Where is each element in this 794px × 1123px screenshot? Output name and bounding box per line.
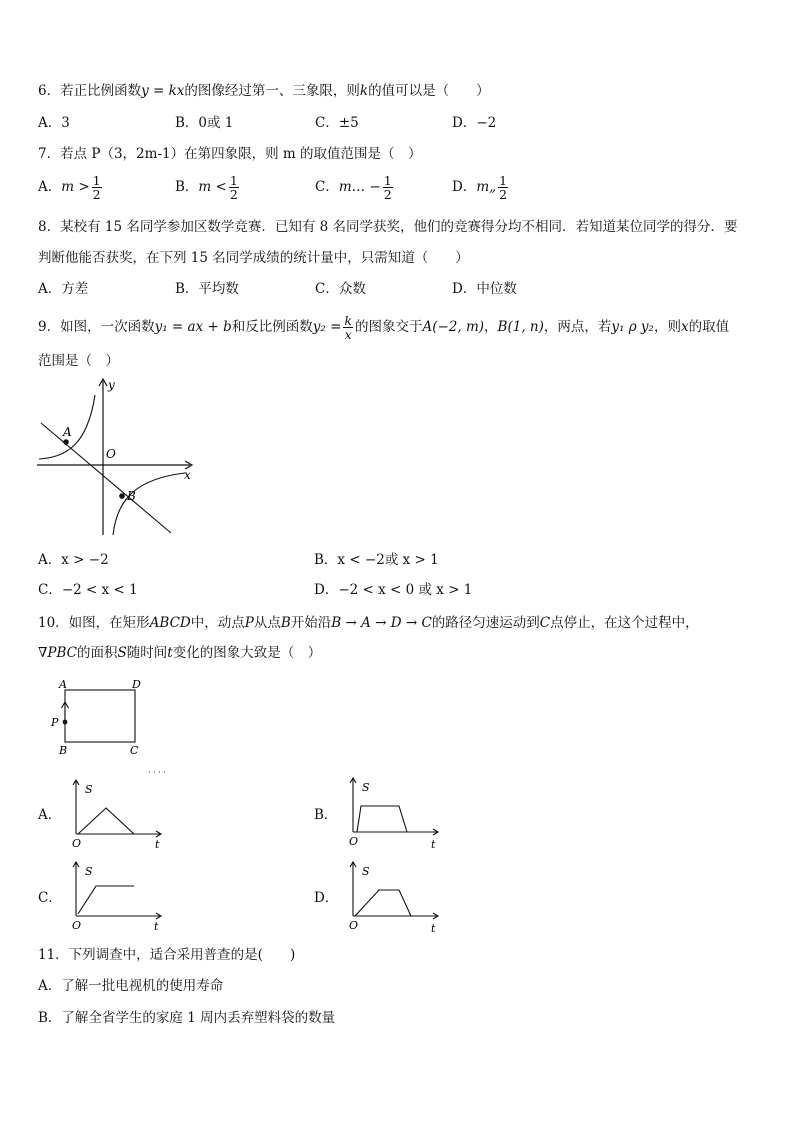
- q8-stem-line1: 8．某校有 15 名同学参加区数学竞赛．已知有 8 名同学获奖，他们的竞赛得分均不相同．若知道某位同学的得分．要: [38, 219, 738, 235]
- q10-path: B → A → D → C: [331, 615, 432, 631]
- q10-option-a-label: A．: [38, 807, 62, 823]
- q6-text-post: 的值可以是（ ）: [368, 83, 490, 99]
- q7-option-a: A．m > $\frac{1}{2}$: [38, 173, 101, 202]
- q9-option-b: B．x < −2或 x > 1: [314, 552, 439, 568]
- q8-stem-line2: 判断他能否获奖，在下列 15 名同学成绩的统计量中，只需知道（ ）: [38, 250, 469, 266]
- svg-text:t: t: [431, 838, 436, 851]
- q7-option-b: B．m < $\frac{1}{2}$: [175, 173, 238, 202]
- q11-option-a: A．了解一批电视机的使用寿命: [38, 978, 224, 994]
- x-axis-label: x: [184, 468, 191, 482]
- q6-expr: y = kx: [141, 83, 185, 99]
- point-a: [63, 439, 69, 445]
- q10-stem-line2: ∇PBC的面积S随时间t变化的图象大致是（ ）: [38, 645, 322, 661]
- graph-b-curve: [357, 806, 407, 832]
- q6-stem: [38, 82, 490, 100]
- q9-stem-line1: 9．如图，一次函数y₁ = ax + b和反比例函数y₂ = $\frac{k}{x}$ 的图象交于A(−2, m)，B(1, n)，两点，若y₁ ρ y₂，则x的取值: [38, 313, 730, 342]
- q9-figure: [35, 375, 200, 540]
- label-a: A: [59, 678, 67, 691]
- q11-stem: 11．下列调查中，适合采用普查的是( ): [38, 947, 296, 963]
- graph-c-curve: [78, 886, 134, 914]
- point-p: [63, 720, 68, 725]
- q8-option-d: D．中位数: [452, 281, 517, 297]
- label-b: B: [59, 744, 68, 757]
- point-b: [119, 493, 125, 499]
- decorative-dots: · · · ·: [148, 768, 166, 777]
- svg-text:t: t: [154, 920, 159, 933]
- q10-option-b-graph: [345, 776, 445, 850]
- q6-text-pre: 6．若正比例函数: [38, 83, 142, 99]
- q7-option-d: D．m„ $\frac{1}{2}$: [452, 173, 508, 202]
- graph-a-curve: [78, 808, 134, 834]
- q10-option-d-label: D．: [314, 890, 339, 906]
- q9-option-c: C．−2 < x < 1: [38, 582, 138, 598]
- fraction: $\frac{k}{x}$: [344, 313, 352, 342]
- y-axis-label: y: [108, 378, 115, 392]
- fraction: $\frac{1}{2}$: [383, 173, 392, 202]
- label-d: D: [132, 678, 141, 691]
- svg-text:O: O: [349, 835, 359, 848]
- q7-stem: 7．若点 P（3，2m-1）在第四象限，则 m 的取值范围是（ ）: [38, 146, 422, 162]
- q8-option-a: A．方差: [38, 281, 89, 297]
- q6-option-b: B．0或 1: [175, 115, 234, 131]
- q6-option-c: C．±5: [315, 115, 359, 131]
- svg-text:S: S: [85, 865, 93, 878]
- svg-text:O: O: [72, 919, 82, 932]
- label-p: P: [51, 716, 59, 729]
- point-a-label: A: [63, 425, 72, 439]
- q6-var: k: [359, 83, 369, 99]
- svg-text:t: t: [431, 922, 436, 935]
- q7-option-c: C．m… − $\frac{1}{2}$: [315, 173, 392, 202]
- q10-rectangle-figure: [45, 678, 165, 778]
- svg-text:S: S: [362, 865, 370, 878]
- label-c: C: [130, 744, 139, 757]
- q10-option-c-label: C．: [38, 890, 62, 906]
- q9-option-a: A．x > −2: [38, 552, 109, 568]
- linear-function-line: [41, 423, 171, 533]
- q10-option-a-graph: [68, 778, 168, 850]
- q6-text-mid: 的图像经过第一、三象限，则: [184, 83, 360, 99]
- q10-option-b-label: B．: [314, 807, 338, 823]
- svg-text:S: S: [362, 781, 370, 794]
- q9-option-d: D．−2 < x < 0 或 x > 1: [314, 582, 473, 598]
- q11-option-b: B．了解全省学生的家庭 1 周内丢弃塑料袋的数量: [38, 1010, 336, 1026]
- q10-option-c-graph: [68, 860, 168, 934]
- q6-option-a: A．3: [38, 115, 70, 131]
- hyperbola-branch-right: [113, 473, 185, 535]
- svg-text:O: O: [72, 837, 82, 850]
- q9-inverse-eq: y₂ =: [312, 319, 342, 335]
- svg-text:t: t: [155, 838, 160, 851]
- q9-stem-line2: 范围是（ ）: [38, 353, 119, 369]
- svg-text:O: O: [349, 919, 359, 932]
- q10-stem-line1: 10．如图，在矩形ABCD中，动点P从点B开始沿B → A → D → C的路径匀速运动到C点停止，在这个过程中，: [38, 615, 699, 631]
- point-b-label: B: [127, 489, 136, 503]
- q8-option-c: C．众数: [315, 281, 366, 297]
- q9-point-a: A(−2, m): [422, 319, 485, 335]
- q6-option-d: D．−2: [452, 115, 497, 131]
- origin-label: O: [106, 447, 116, 461]
- q8-option-b: B．平均数: [175, 281, 239, 297]
- q9-linear-eq: y₁ = ax + b: [154, 319, 232, 335]
- svg-text:S: S: [85, 783, 93, 796]
- rectangle-abcd: [65, 690, 135, 742]
- fraction: $\frac{1}{2}$: [229, 173, 238, 202]
- q10-option-d-graph: [345, 860, 445, 934]
- fraction: $\frac{1}{2}$: [499, 173, 508, 202]
- fraction: $\frac{1}{2}$: [92, 173, 101, 202]
- q9-point-b: B(1, n): [497, 319, 544, 335]
- graph-d-curve: [355, 890, 411, 916]
